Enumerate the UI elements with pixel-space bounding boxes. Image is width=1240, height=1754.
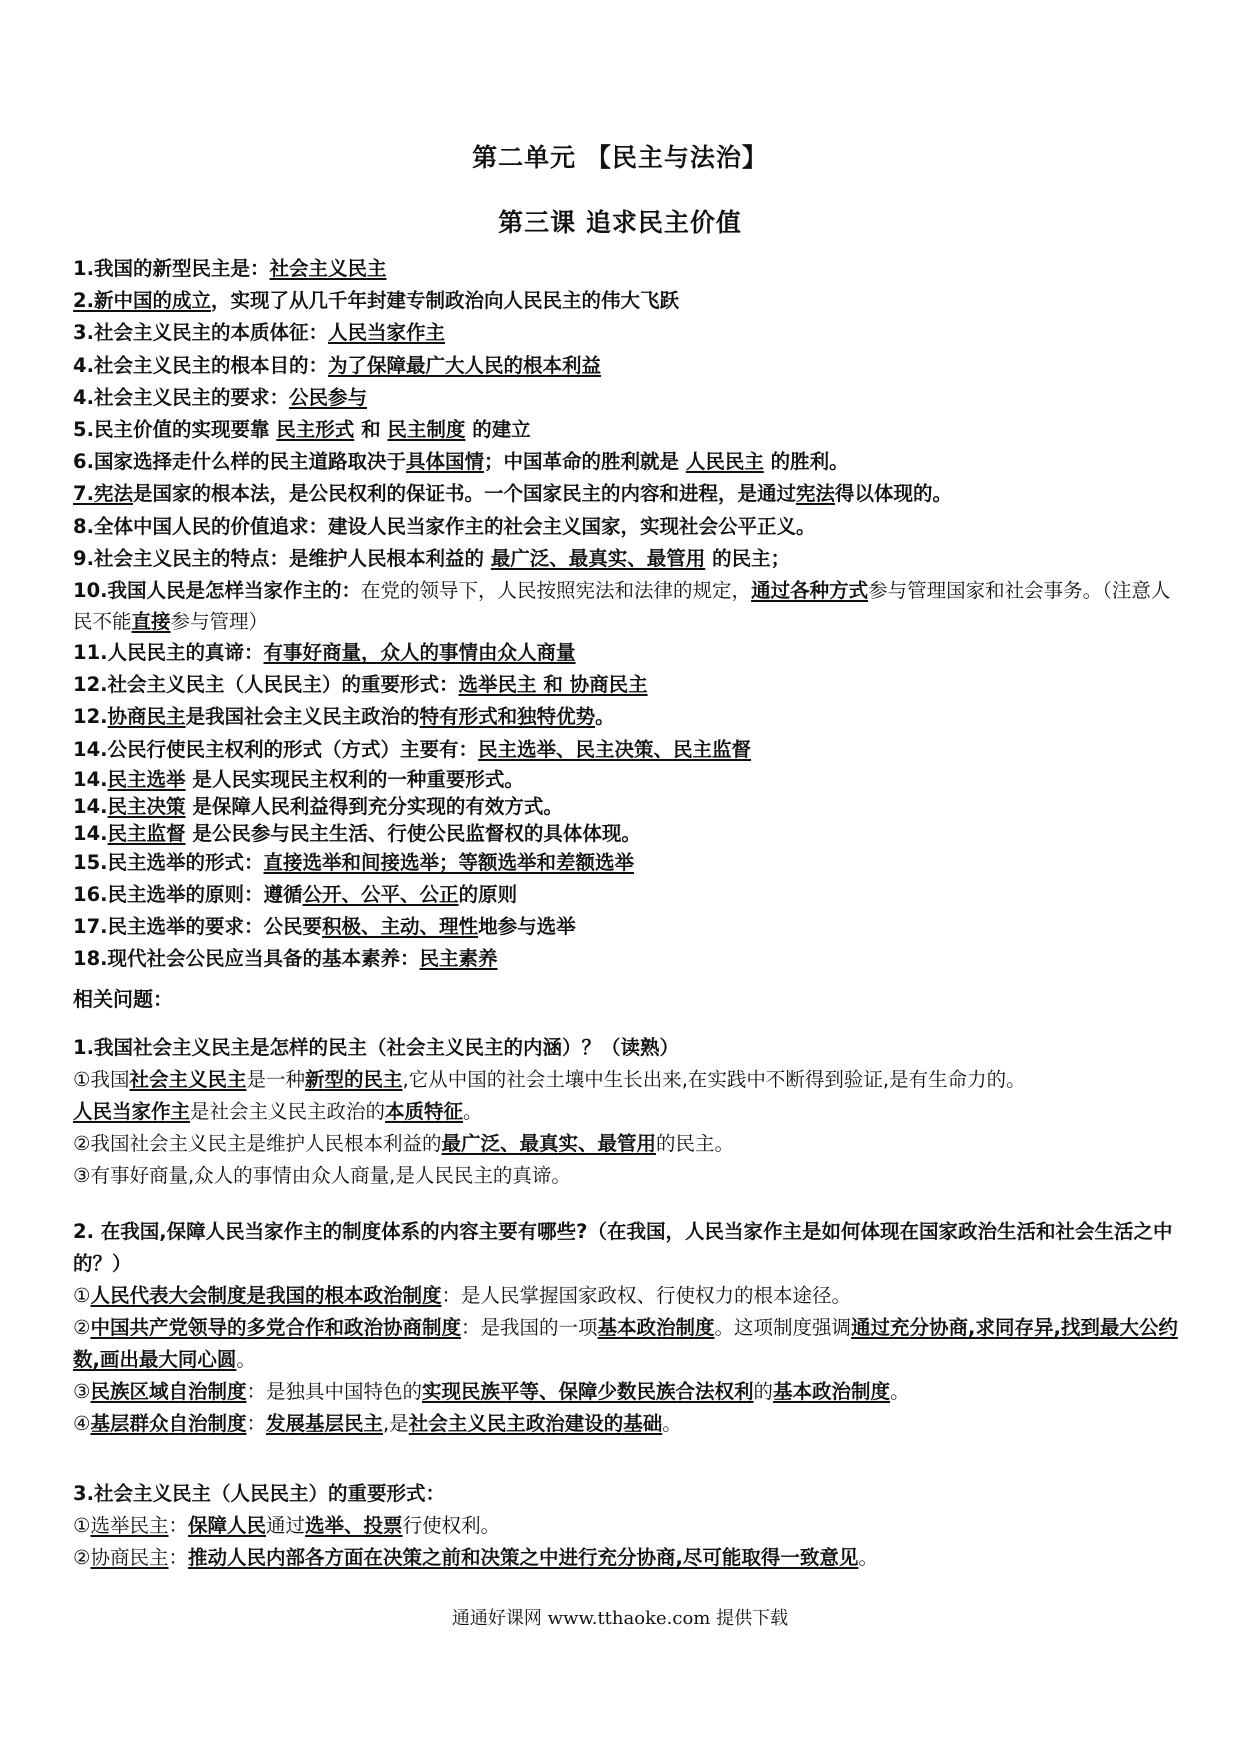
- question-3: [73, 1478, 1183, 1574]
- related-questions: [73, 984, 1183, 1192]
- list-item: 17.民主选举的要求：公民要积极、主动、理性地参与选举: [73, 915, 576, 939]
- question-2-title: 2. 在我国,保障人民当家作主的制度体系的内容主要有哪些?（在我国，人民当家作主是如何体现在国家政治生活和社会生活之中的？）: [73, 1220, 1173, 1275]
- question-1-line: ③有事好商量,众人的事情由众人商量,是人民民主的真谛。: [73, 1164, 571, 1187]
- question-2-line: ③民族区域自治制度：是独具中国特色的实现民族平等、保障少数民族合法权利的基本政治制度。: [73, 1380, 910, 1403]
- list-item: 4.社会主义民主的根本目的：为了保障最广大人民的根本利益: [73, 353, 601, 377]
- list-item: 12.社会主义民主（人民民主）的重要形式：选举民主 和 协商民主: [73, 673, 648, 697]
- question-3-title: 3.社会主义民主（人民民主）的重要形式：: [73, 1482, 445, 1505]
- lesson-title: 第三课 追求民主价值: [498, 208, 742, 237]
- list-item: 15.民主选举的形式：直接选举和间接选举；等额选举和差额选举: [73, 850, 635, 874]
- list-item: 14.民主选举 是人民实现民主权利的一种重要形式。: [73, 767, 524, 791]
- question-1-title: 1.我国社会主义民主是怎样的民主（社会主义民主的内涵）？（读熟）: [73, 1036, 679, 1059]
- list-item: 3.社会主义民主的本质体征：人民当家作主: [73, 321, 445, 345]
- list-item: 1.我国的新型民主是：社会主义民主: [73, 257, 387, 280]
- question-1-line: ②我国社会主义民主是维护人民根本利益的最广泛、最真实、最管用的民主。: [73, 1132, 735, 1155]
- question-2-line: ④基层群众自治制度：发展基层民主,是社会主义民主政治建设的基础。: [73, 1412, 682, 1435]
- list-item: 2.新中国的成立，实现了从几千年封建专制政治向人民民主的伟大飞跃: [73, 289, 679, 313]
- question-1-line: ①我国社会主义民主是一种新型的民主,它从中国的社会土壤中生长出来,在实践中不断得到验证,是有生命力的。: [73, 1068, 1026, 1091]
- question-2-line: ①人民代表大会制度是我国的根本政治制度：是人民掌握国家政权、行使权力的根本途径。: [73, 1284, 852, 1307]
- list-item: 6.国家选择走什么样的民主道路取决于具体国情；中国革命的胜利就是 人民民主 的胜利。: [73, 450, 849, 474]
- list-item: 10.我国人民是怎样当家作主的：在党的领导下，人民按照宪法和法律的规定，通过各种方式参与管理国家和社会事务。（注意人民不能直接参与管理）: [73, 579, 1171, 634]
- footer-credit: 通通好课网 www.tthaoke.com 提供下载: [451, 1608, 789, 1629]
- list-item: 12.协商民主是我国社会主义民主政治的特有形式和独特优势。: [73, 705, 615, 729]
- list-item: 7.宪法是国家的根本法，是公民权利的保证书。一个国家民主的内容和进程，是通过宪法得以体现的。: [73, 482, 953, 506]
- list-item: 16.民主选举的原则：遵循公开、公平、公正的原则: [73, 883, 518, 907]
- question-3-line: ①选举民主：保障人民通过选举、投票行使权利。: [73, 1514, 501, 1537]
- list-item: 8.全体中国人民的价值追求：建设人民当家作主的社会主义国家，实现社会公平正义。: [73, 514, 816, 538]
- list-item: 14.民主监督 是公民参与民主生活、行使公民监督权的具体体现。: [73, 821, 641, 845]
- unit-title: 第二单元 【民主与法治】: [472, 143, 768, 172]
- list-item: 14.公民行使民主权利的形式（方式）主要有：民主选举、民主决策、民主监督: [73, 737, 752, 761]
- list-item: 4.社会主义民主的要求：公民参与: [73, 385, 367, 409]
- list-item: 9.社会主义民主的特点：是维护人民根本利益的 最广泛、最真实、最管用 的民主；: [73, 546, 791, 570]
- list-item: 11.人民民主的真谛：有事好商量，众人的事情由众人商量: [73, 641, 576, 665]
- related-heading: 相关问题：: [73, 987, 173, 1011]
- knowledge-points: [73, 253, 1173, 976]
- list-item: 5.民主价值的实现要靠 民主形式 和 民主制度 的建立: [73, 418, 531, 442]
- question-2: [73, 1216, 1183, 1440]
- list-item: 14.民主决策 是保障人民利益得到充分实现的有效方式。: [73, 794, 563, 818]
- question-1-line: 人民当家作主是社会主义民主政治的本质特征。: [73, 1100, 483, 1123]
- question-3-line: ②协商民主：推动人民内部各方面在决策之前和决策之中进行充分协商,尽可能取得一致意见。: [73, 1546, 878, 1569]
- question-2-line: ②中国共产党领导的多党合作和政治协商制度：是我国的一项基本政治制度。这项制度强调通过充分协商,求同存异,找到最大公约数,画出最大同心圆。: [73, 1316, 1178, 1371]
- list-item: 18.现代社会公民应当具备的基本素养：民主素养: [73, 947, 498, 971]
